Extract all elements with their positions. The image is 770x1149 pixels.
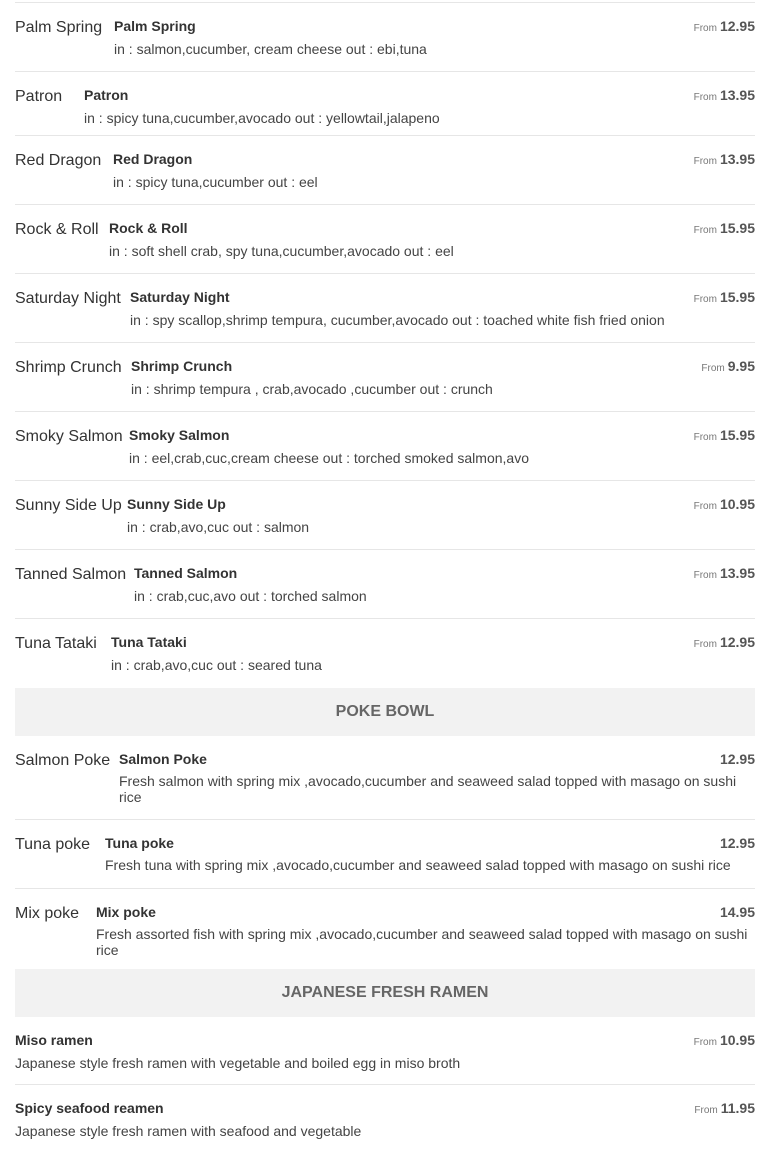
item-name[interactable]: Saturday Night xyxy=(130,289,230,305)
roll-list xyxy=(15,3,755,688)
item-image: Patron xyxy=(15,88,63,105)
item-image: Tanned Salmon xyxy=(15,566,127,583)
item-description: in : soft shell crab, spy tuna,cucumber,avocado out : eel xyxy=(109,243,454,259)
item-description: in : shrimp tempura , crab,avocado ,cucumber out : crunch xyxy=(131,381,493,397)
menu-item[interactable] xyxy=(15,820,755,889)
item-description: in : salmon,cucumber, cream cheese out : ebi,tuna xyxy=(114,41,427,57)
item-price: 10.95 xyxy=(719,1032,755,1048)
item-description: in : spicy tuna,cucumber,avocado out : yellowtail,jalapeno xyxy=(84,110,440,126)
item-name[interactable]: Tuna poke xyxy=(105,835,174,851)
item-image: Tuna poke xyxy=(15,836,91,853)
item-name[interactable]: Tanned Salmon xyxy=(134,565,238,581)
menu-item[interactable] xyxy=(15,72,755,136)
item-price: 15.95 xyxy=(719,289,755,305)
item-price: 10.95 xyxy=(719,496,755,512)
from-label: From xyxy=(693,23,717,34)
item-image: Salmon Poke xyxy=(15,752,111,769)
item-price: 14.95 xyxy=(719,904,755,920)
from-label: From xyxy=(694,1105,718,1116)
item-name[interactable]: Tuna Tataki xyxy=(111,634,187,650)
from-label: From xyxy=(693,432,717,443)
item-description: in : crab,avo,cuc out : seared tuna xyxy=(111,657,322,673)
item-price: 15.95 xyxy=(719,427,755,443)
menu-item[interactable] xyxy=(15,889,755,969)
item-name[interactable]: Sunny Side Up xyxy=(127,496,226,512)
from-label: From xyxy=(693,639,717,650)
item-description: Fresh salmon with spring mix ,avocado,cucumber and seaweed salad topped with masago on sushi rice xyxy=(119,773,737,805)
item-image: Palm Spring xyxy=(15,19,103,36)
menu-item[interactable] xyxy=(15,550,755,619)
from-label: From xyxy=(693,156,717,167)
ramen-list xyxy=(15,1017,755,1149)
item-image: Sunny Side Up xyxy=(15,497,122,514)
item-description: in : spicy tuna,cucumber out : eel xyxy=(113,174,318,190)
item-description: Japanese style fresh ramen with vegetable and boiled egg in miso broth xyxy=(15,1055,461,1071)
from-label: From xyxy=(693,92,717,103)
item-name[interactable]: Smoky Salmon xyxy=(129,427,230,443)
item-name[interactable]: Salmon Poke xyxy=(119,751,207,767)
item-description: Fresh assorted fish with spring mix ,avocado,cucumber and seaweed salad topped with masago on sushi rice xyxy=(96,926,748,958)
item-price: 12.95 xyxy=(719,634,755,650)
poke-list xyxy=(15,736,755,969)
item-description: Japanese style fresh ramen with seafood and vegetable xyxy=(15,1123,362,1139)
item-image: Mix poke xyxy=(15,905,80,922)
item-name[interactable]: Patron xyxy=(84,87,129,103)
menu-item[interactable] xyxy=(15,736,755,820)
menu-item[interactable] xyxy=(15,136,755,205)
menu-item[interactable] xyxy=(15,412,755,481)
section-header-poke-bowl: POKE BOWL xyxy=(15,688,755,736)
menu-item[interactable] xyxy=(15,1017,755,1085)
item-name[interactable]: Shrimp Crunch xyxy=(131,358,233,374)
item-image: Red Dragon xyxy=(15,152,102,169)
section-header-ramen: JAPANESE FRESH RAMEN xyxy=(15,969,755,1017)
item-price: 12.95 xyxy=(719,18,755,34)
item-price: 12.95 xyxy=(719,751,755,767)
item-name[interactable]: Mix poke xyxy=(96,904,156,920)
item-description: in : eel,crab,cuc,cream cheese out : torched smoked salmon,avo xyxy=(129,450,529,466)
item-image: Shrimp Crunch xyxy=(15,359,122,376)
from-label: From xyxy=(693,1037,717,1048)
item-description: in : crab,avo,cuc out : salmon xyxy=(127,519,310,535)
item-description: Fresh tuna with spring mix ,avocado,cucumber and seaweed salad topped with masago on sushi rice xyxy=(105,857,731,873)
item-image: Smoky Salmon xyxy=(15,428,123,445)
item-name[interactable]: Red Dragon xyxy=(113,151,193,167)
menu-item[interactable] xyxy=(15,343,755,412)
item-price: 9.95 xyxy=(727,358,755,374)
menu-item[interactable] xyxy=(15,274,755,343)
item-price: 15.95 xyxy=(719,220,755,236)
item-price: 12.95 xyxy=(719,835,755,851)
menu-item[interactable] xyxy=(15,481,755,550)
menu-item[interactable] xyxy=(15,1085,755,1149)
item-name[interactable]: Miso ramen xyxy=(15,1032,93,1048)
from-label: From xyxy=(693,570,717,581)
from-label: From xyxy=(693,294,717,305)
item-image: Rock & Roll xyxy=(15,221,99,238)
menu-page xyxy=(15,2,755,1149)
item-price: 11.95 xyxy=(720,1100,755,1116)
from-label: From xyxy=(701,363,725,374)
item-description: in : crab,cuc,avo out : torched salmon xyxy=(134,588,367,604)
item-price: 13.95 xyxy=(719,151,755,167)
from-label: From xyxy=(693,501,717,512)
item-price: 13.95 xyxy=(719,565,755,581)
item-name[interactable]: Spicy seafood reamen xyxy=(15,1100,164,1116)
item-name[interactable]: Palm Spring xyxy=(114,18,196,34)
item-name[interactable]: Rock & Roll xyxy=(109,220,188,236)
item-price: 13.95 xyxy=(719,87,755,103)
item-image: Saturday Night xyxy=(15,290,121,307)
item-image: Tuna Tataki xyxy=(15,635,97,652)
from-label: From xyxy=(693,225,717,236)
menu-item[interactable] xyxy=(15,3,755,72)
item-description: in : spy scallop,shrimp tempura, cucumber,avocado out : toached white fish fried onion xyxy=(130,312,665,328)
menu-item[interactable] xyxy=(15,619,755,688)
menu-item[interactable] xyxy=(15,205,755,274)
